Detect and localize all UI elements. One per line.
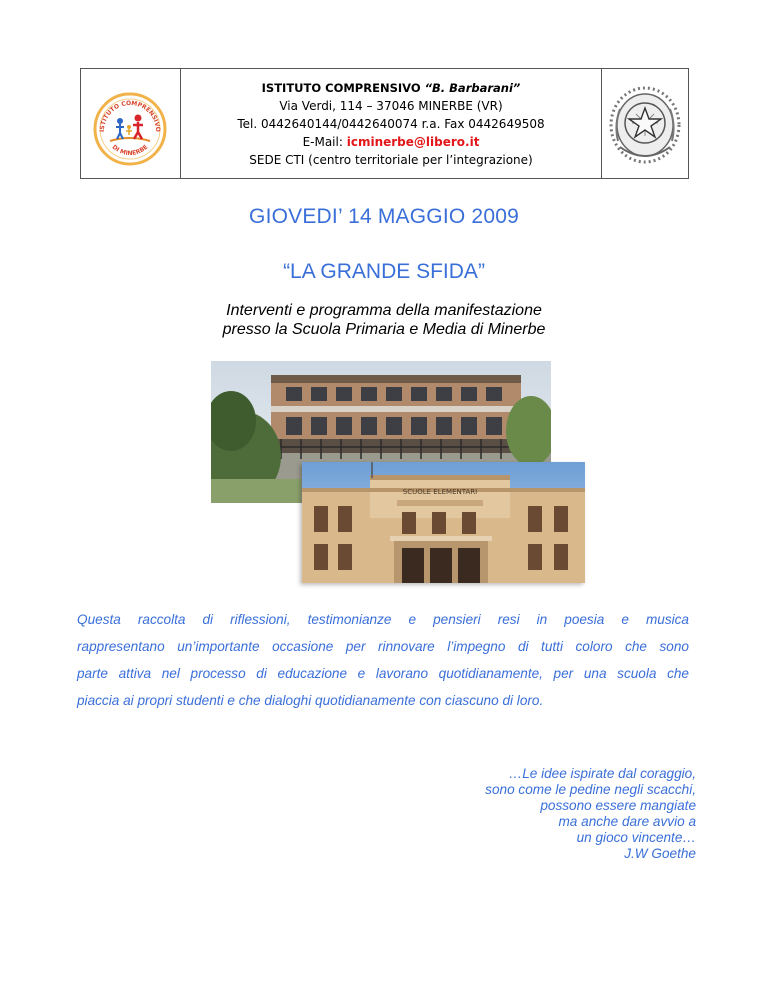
letterhead [80, 68, 689, 179]
institute-title [181, 79, 601, 97]
event-date: GIOVEDI’ 14 MAGGIO 2009 [249, 205, 519, 228]
institute-honoree: “B. Barbarani” [424, 81, 521, 95]
email-label: E-Mail: [302, 135, 343, 149]
institute-email [181, 133, 601, 151]
letterhead-info [181, 69, 602, 178]
event-title: “LA GRANDE SFIDA” [283, 260, 485, 283]
quote-line: un gioco vincente… [576, 830, 696, 845]
institute-phone-fax: Tel. 0442640144/0442640074 r.a. Fax 0442649508 [237, 117, 545, 131]
intro-line: rappresentano un’importante occasione per rinnovare l’impegno di tutti coloro che sono [77, 639, 689, 654]
intro-paragraph [77, 606, 689, 714]
institute-name: ISTITUTO COMPRENSIVO [261, 81, 421, 95]
event-subtitle [0, 301, 768, 339]
intro-line: piaccia ai propri studenti e che dialoghi quotidianamente con ciascuno di loro. [77, 693, 544, 708]
letterhead-logo-cell [81, 69, 181, 178]
svg-text:DI MINERBE: DI MINERBE [110, 143, 150, 158]
cti-note: SEDE CTI (centro territoriale per l’integrazione) [249, 153, 533, 167]
quote-line: ma anche dare avvio a [558, 814, 696, 829]
letterhead-emblem-cell [602, 69, 688, 178]
goethe-quote [485, 766, 696, 862]
school-sign-text: SCUOLE ELEMENTARI [402, 488, 478, 496]
svg-text:ISTITUTO COMPRENSIVO: ISTITUTO COMPRENSIVO [98, 99, 162, 133]
italian-republic-emblem-icon [606, 81, 684, 167]
email-link[interactable]: icminerbe@libero.it [346, 135, 480, 149]
quote-author: J.W Goethe [624, 846, 696, 861]
quote-line: …Le idee ispirate dal coraggio, [508, 766, 696, 781]
intro-line: parte attiva nel processo di educazione e lavorano quotidianamente, per una scuola che [77, 666, 689, 681]
quote-line: sono come le pedine negli scacchi, [485, 782, 696, 797]
institute-address: Via Verdi, 114 – 37046 MINERBE (VR) [279, 99, 503, 113]
subtitle-line-1: Interventi e programma della manifestazione [226, 302, 542, 319]
subtitle-line-2: presso la Scuola Primaria e Media di Minerbe [222, 321, 546, 338]
quote-line: possono essere mangiate [540, 798, 696, 813]
school-logo-icon [92, 91, 168, 167]
elementary-school-photo [302, 462, 585, 583]
intro-line: Questa raccolta di riflessioni, testimonianze e pensieri resi in poesia e musica [77, 612, 689, 627]
